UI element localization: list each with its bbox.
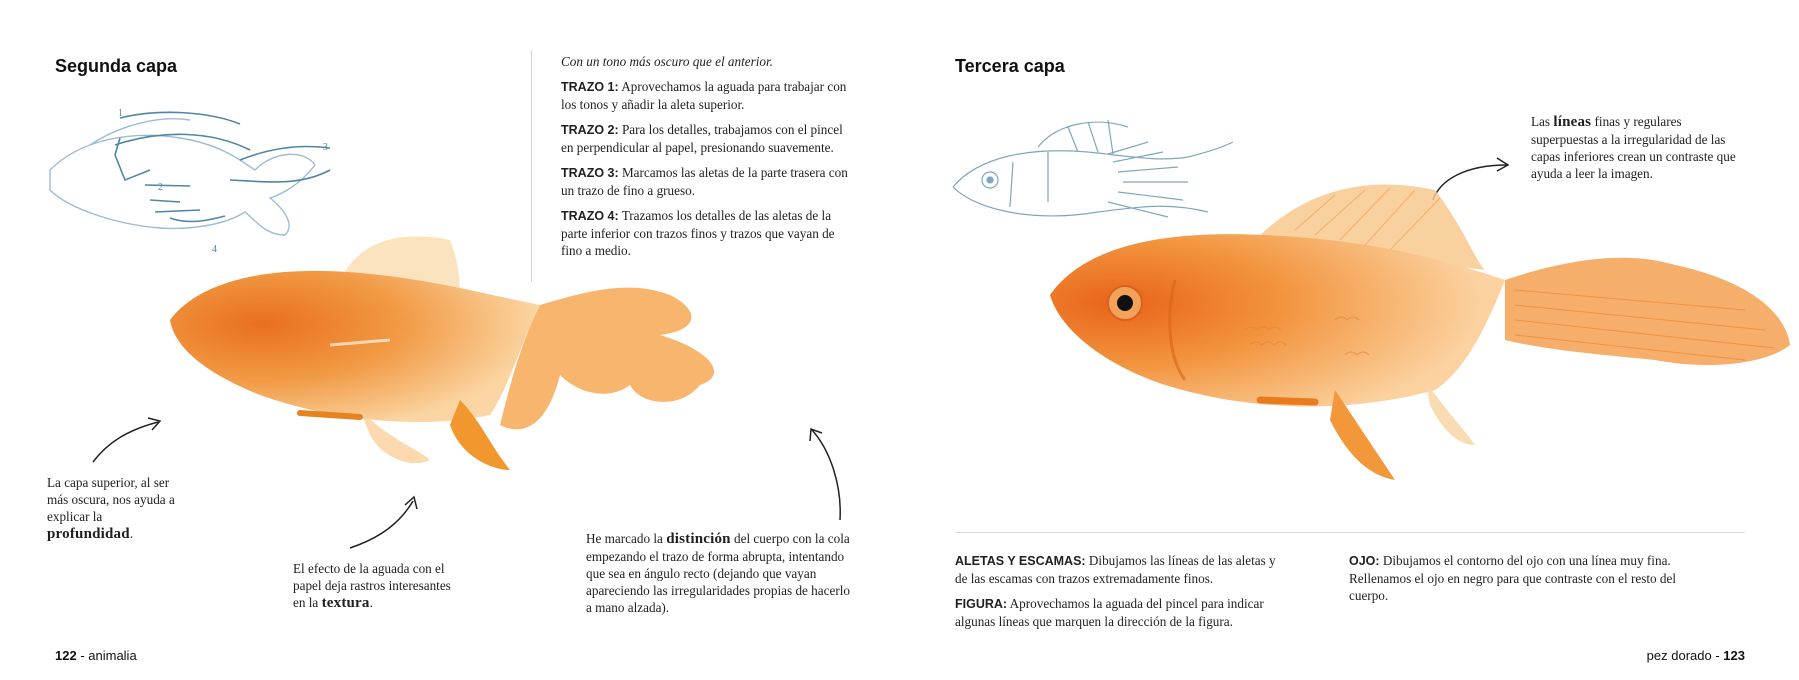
note-depth-emphasis: profundidad	[47, 526, 130, 542]
arrow-depth-icon	[88, 412, 168, 467]
eye-note	[1349, 552, 1699, 604]
right-page-title: Tercera capa	[955, 56, 1065, 76]
sketch-number-1: 1	[118, 108, 123, 119]
left-column-divider	[531, 50, 532, 282]
note-texture-end: .	[369, 595, 373, 610]
left-footer-section: animalia	[88, 648, 137, 663]
note-distinction-emphasis: distinción	[666, 531, 731, 547]
figure-text: Aprovechamos la aguada del pincel para indicar algunas líneas que marquen la dirección de la figura.	[955, 596, 1264, 629]
step-3	[561, 164, 851, 199]
eye-label: OJO:	[1349, 554, 1380, 568]
note-lines-end: finas y regulares superpuestas a la irregularidad de las capas inferiores crean un contraste que ayuda a leer la imagen.	[1531, 114, 1736, 181]
step-3-text: Marcamos las aletas de la parte trasera con un trazo de fino a grueso.	[561, 165, 848, 198]
note-depth-text: La capa superior, al ser más oscura, nos ayuda a explicar la	[47, 475, 175, 524]
figure-label: FIGURA:	[955, 597, 1008, 611]
eye-text: Dibujamos el contorno del ojo con una línea muy fina. Rellenamos el ojo en negro para que contraste con el resto del cuerpo.	[1349, 553, 1677, 603]
arrow-texture-icon	[345, 493, 425, 553]
step-4-label: TRAZO 4:	[561, 209, 619, 223]
note-distinction-end: del cuerpo con la cola empezando el trazo de forma abrupta, intentando que sea en ángulo recto (dejando que vayan apareciendo las irregularidades propias de hacerlo a mano alzada).	[586, 531, 850, 615]
left-footer-sep: -	[76, 648, 89, 663]
step-2-text: Para los detalles, trabajamos con el pincel en perpendicular al papel, presionando suavemente.	[561, 122, 843, 155]
left-footer	[55, 648, 137, 663]
step-1-label: TRAZO 1:	[561, 80, 619, 94]
note-lines-text: Las	[1531, 114, 1554, 129]
intro-text: Con un tono más oscuro que el anterior.	[561, 54, 773, 69]
fins-scales-note	[955, 552, 1285, 587]
right-bottom-rule	[955, 532, 1745, 533]
note-distinction	[586, 530, 851, 616]
step-2-label: TRAZO 2:	[561, 123, 619, 137]
right-bottom-left-block	[955, 552, 1285, 630]
step-1	[561, 78, 851, 113]
step-2	[561, 121, 851, 156]
right-footer-sep: -	[1711, 648, 1724, 663]
left-steps-block	[561, 53, 851, 259]
step-1-text: Aprovechamos la aguada para trabajar con los tonos y añadir la aleta superior.	[561, 79, 847, 112]
note-texture-emphasis: textura	[321, 595, 370, 611]
left-page-number: 122	[55, 648, 77, 663]
fins-scales-text: Dibujamos las líneas de las aletas y de las escamas con trazos extremadamente finos.	[955, 553, 1276, 586]
left-page-title: Segunda capa	[55, 56, 178, 76]
sketch-number-4: 4	[212, 244, 217, 255]
watercolor-fish-left	[160, 225, 800, 515]
note-texture-text: El efecto de la aguada con el papel deja rastros interesantes en la	[293, 561, 451, 610]
note-depth	[47, 474, 177, 543]
note-texture	[293, 560, 463, 612]
note-lines-emphasis: líneas	[1553, 114, 1592, 130]
arrow-distinction-icon	[800, 425, 850, 525]
step-3-label: TRAZO 3:	[561, 166, 619, 180]
fins-scales-label: ALETAS Y ESCAMAS:	[955, 554, 1086, 568]
step-4-text: Trazamos los detalles de las aletas de la parte inferior con trazos finos y trazos que vayan de fino a medio.	[561, 208, 835, 258]
sketch-number-2: 2	[158, 182, 163, 193]
sketch-number-3: 3	[323, 142, 328, 153]
right-footer	[1647, 648, 1745, 663]
note-depth-end: .	[129, 526, 134, 541]
right-footer-section: pez dorado	[1646, 648, 1712, 663]
right-page-number: 123	[1723, 648, 1745, 663]
note-distinction-text: He marcado la	[586, 531, 667, 546]
figure-note	[955, 595, 1285, 630]
watercolor-fish-right	[1045, 170, 1795, 530]
step-4	[561, 207, 851, 259]
